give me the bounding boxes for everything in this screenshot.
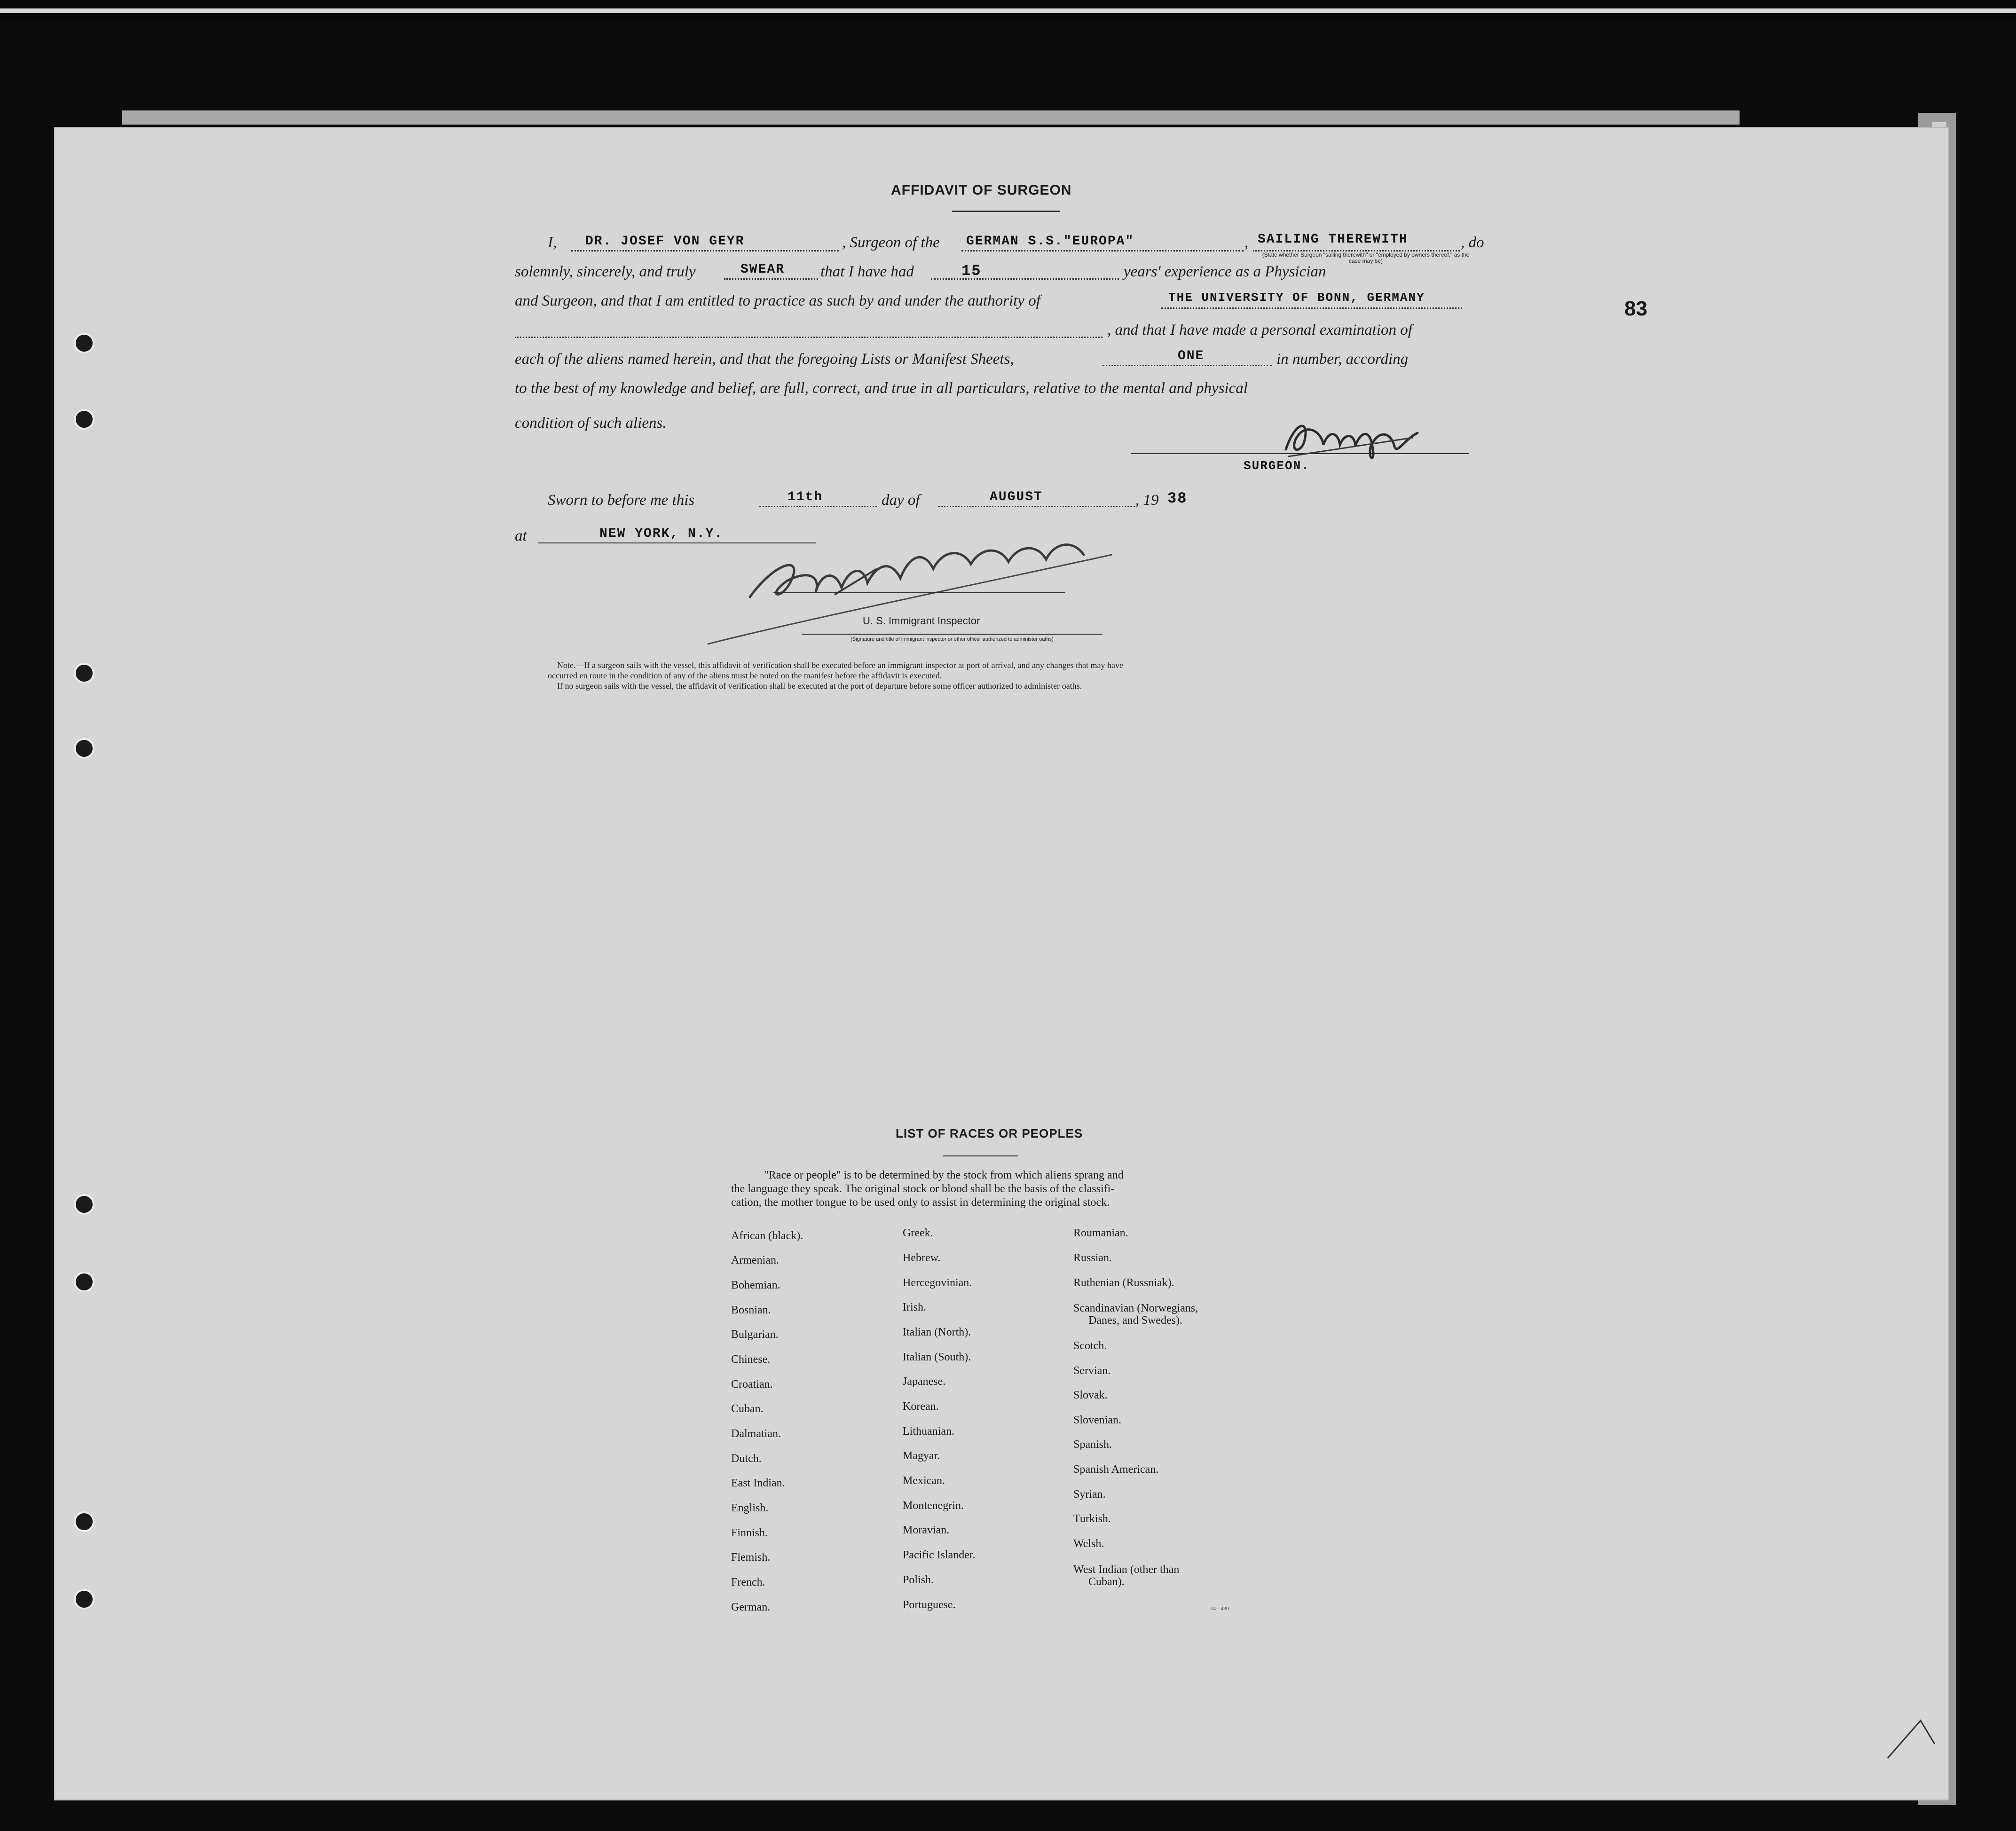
surgeon-label: SURGEON. xyxy=(1244,459,1310,473)
line2-prefix: solemnly, sincerely, and truly xyxy=(515,263,696,280)
race-item: Lithuanian. xyxy=(903,1425,954,1438)
races-intro-line-1: "Race or people" is to be determined by the stock from which aliens sprang and xyxy=(764,1169,1124,1181)
comma: , xyxy=(1244,234,1249,251)
note-line-3: If no surgeon sails with the vessel, the affidavit of verification shall be executed at the port of departure before some officer authorized to administer oaths. xyxy=(557,681,1082,691)
race-item: Dalmatian. xyxy=(731,1428,781,1440)
film-edge-line xyxy=(0,8,2016,13)
sworn-day: 11th xyxy=(788,490,823,504)
race-item: Welsh. xyxy=(1073,1538,1104,1550)
oath-field xyxy=(724,278,818,280)
race-item: West Indian (other than xyxy=(1073,1564,1180,1576)
line5-suffix: in number, according xyxy=(1276,351,1409,368)
surgeon-name-field xyxy=(571,250,839,251)
race-item: Finnish. xyxy=(731,1527,768,1539)
line7: condition of such aliens. xyxy=(515,415,667,432)
line1-mid: , Surgeon of the xyxy=(842,234,940,251)
binder-hole xyxy=(74,1511,94,1532)
race-item: Greek. xyxy=(903,1227,933,1239)
sworn-place: NEW YORK, N.Y. xyxy=(599,527,724,541)
line6: to the best of my knowledge and belief, are full, correct, and true in all particulars, relative to the mental and physical xyxy=(515,380,1248,397)
surgeon-signature xyxy=(1276,412,1427,464)
race-item: Moravian. xyxy=(903,1524,950,1536)
race-item: Portuguese. xyxy=(903,1599,956,1611)
inspector-title: U. S. Immigrant Inspector xyxy=(863,615,980,627)
vessel-name: GERMAN S.S."EUROPA" xyxy=(966,234,1134,249)
race-item: Italian (South). xyxy=(903,1351,971,1363)
race-item: German. xyxy=(731,1601,771,1613)
race-item: Flemish. xyxy=(731,1551,771,1564)
race-item: Roumanian. xyxy=(1073,1227,1128,1239)
race-item: Armenian. xyxy=(731,1254,779,1266)
race-item: Italian (North). xyxy=(903,1326,971,1338)
line3-prefix: and Surgeon, and that I am entitled to practice as such by and under the authority of xyxy=(515,292,1040,309)
sheet-count-field xyxy=(1102,365,1272,366)
race-item: French. xyxy=(731,1576,765,1588)
surgeon-name: DR. JOSEF VON GEYR xyxy=(585,234,745,249)
oath-word: SWEAR xyxy=(740,262,785,277)
races-title-underline xyxy=(943,1155,1018,1156)
line5-prefix: each of the aliens named herein, and that the foregoing Lists or Manifest Sheets, xyxy=(515,351,1014,368)
line1-prefix: I, xyxy=(548,234,557,251)
race-item: Irish. xyxy=(903,1301,926,1313)
race-item: Turkish. xyxy=(1073,1513,1111,1525)
race-item: Spanish American. xyxy=(1073,1463,1159,1476)
sailing-note: (State whether Surgeon "sailing therewith" or "employed by owners thereof," as the case may be) xyxy=(1262,251,1470,264)
binder-hole xyxy=(74,409,94,430)
page-corner-fold xyxy=(1883,1711,1939,1763)
years-experience: 15 xyxy=(961,262,982,280)
sworn-mid: day of xyxy=(882,492,920,509)
binder-hole xyxy=(74,663,94,684)
vessel-field xyxy=(961,250,1244,251)
race-item: Syrian. xyxy=(1073,1488,1106,1501)
race-item: Cuban. xyxy=(731,1403,764,1415)
race-item: Cuban). xyxy=(1088,1576,1125,1588)
races-intro-line-3: cation, the mother tongue to be used only to assist in determining the original stock. xyxy=(731,1196,1110,1209)
sworn-month: AUGUST xyxy=(990,490,1043,504)
race-item: Russian. xyxy=(1073,1252,1112,1264)
race-item: Chinese. xyxy=(731,1353,771,1366)
race-item: Magyar. xyxy=(903,1450,940,1462)
month-field xyxy=(938,506,1135,507)
binder-hole xyxy=(74,1589,94,1610)
note-line-1: Note.—If a surgeon sails with the vessel, this affidavit of verification shall be executed before an immigrant inspector at port of arrival, and any changes that may have xyxy=(557,660,1123,670)
affidavit-note xyxy=(548,660,1385,691)
form-number: 14—430 xyxy=(1211,1606,1229,1611)
race-item: Bosnian. xyxy=(731,1304,771,1316)
race-item: Danes, and Swedes). xyxy=(1088,1314,1182,1327)
race-item: Dutch. xyxy=(731,1453,762,1465)
line4: , and that I have made a personal examination of xyxy=(1107,322,1412,338)
race-item: Ruthenian (Russniak). xyxy=(1073,1277,1174,1289)
title-underline xyxy=(952,211,1060,212)
race-item: Montenegrin. xyxy=(903,1500,964,1512)
sheet-count: ONE xyxy=(1178,349,1205,363)
race-item: Korean. xyxy=(903,1400,939,1413)
sworn-prefix: Sworn to before me this xyxy=(548,492,695,509)
sworn-year: 38 xyxy=(1167,490,1188,507)
race-item: Croatian. xyxy=(731,1378,773,1391)
races-intro xyxy=(731,1169,1239,1210)
binder-hole xyxy=(74,738,94,759)
inspector-caption: (Signature and title of immigrant inspector or other officer authorized to administer oaths) xyxy=(850,637,1054,642)
document-page xyxy=(54,127,1949,1800)
affidavit-title: AFFIDAVIT OF SURGEON xyxy=(891,182,1072,198)
race-item: Scandinavian (Norwegians, xyxy=(1073,1302,1198,1314)
race-item: Scotch. xyxy=(1073,1340,1107,1352)
authority-field xyxy=(1161,307,1462,309)
race-item: Spanish. xyxy=(1073,1438,1112,1451)
underlying-sheet-edge xyxy=(122,110,1740,125)
race-item: English. xyxy=(731,1502,769,1514)
note-line-2: occurred en route in the condition of any of the aliens must be noted on the manifest before the affidavit is executed. xyxy=(548,671,942,680)
surgeon-signature-line-left xyxy=(1131,453,1281,454)
race-item: Slovenian. xyxy=(1073,1414,1121,1426)
race-item: East Indian. xyxy=(731,1477,785,1489)
race-item: African (black). xyxy=(731,1230,803,1242)
races-title: LIST OF RACES OR PEOPLES xyxy=(896,1126,1083,1140)
line2-suffix: years' experience as a Physician xyxy=(1124,263,1326,280)
race-item: Servian. xyxy=(1073,1365,1111,1377)
authority-field-continued xyxy=(515,337,1102,338)
race-item: Mexican. xyxy=(903,1475,945,1487)
race-item: Bulgarian. xyxy=(731,1328,779,1341)
line1-suffix: , do xyxy=(1461,234,1484,251)
inspector-signature-line xyxy=(802,634,1102,635)
race-item: Bohemian. xyxy=(731,1279,780,1291)
race-item: Slovak. xyxy=(1073,1389,1108,1401)
binder-hole xyxy=(74,333,94,354)
races-intro-line-2: the language they speak. The original stock or blood shall be the basis of the classifi- xyxy=(731,1183,1115,1195)
race-item: Japanese. xyxy=(903,1375,946,1388)
sailing-status: SAILING THEREWITH xyxy=(1258,232,1408,247)
race-item: Pacific Islander. xyxy=(903,1549,976,1561)
race-item: Polish. xyxy=(903,1574,934,1586)
race-item: Hebrew. xyxy=(903,1252,941,1264)
page-number: 83 xyxy=(1624,297,1647,320)
day-field xyxy=(759,506,877,507)
line2-mid: that I have had xyxy=(820,263,914,280)
at-prefix: at xyxy=(515,527,527,544)
licensing-authority: THE UNIVERSITY OF BONN, GERMANY xyxy=(1168,291,1425,305)
years-field xyxy=(931,278,1119,280)
race-item: Hercegovinian. xyxy=(903,1277,972,1289)
binder-hole xyxy=(74,1194,94,1215)
year-prefix: , 19 xyxy=(1135,492,1159,509)
inspector-signature-line-upper xyxy=(773,592,1065,593)
binder-hole xyxy=(74,1272,94,1292)
